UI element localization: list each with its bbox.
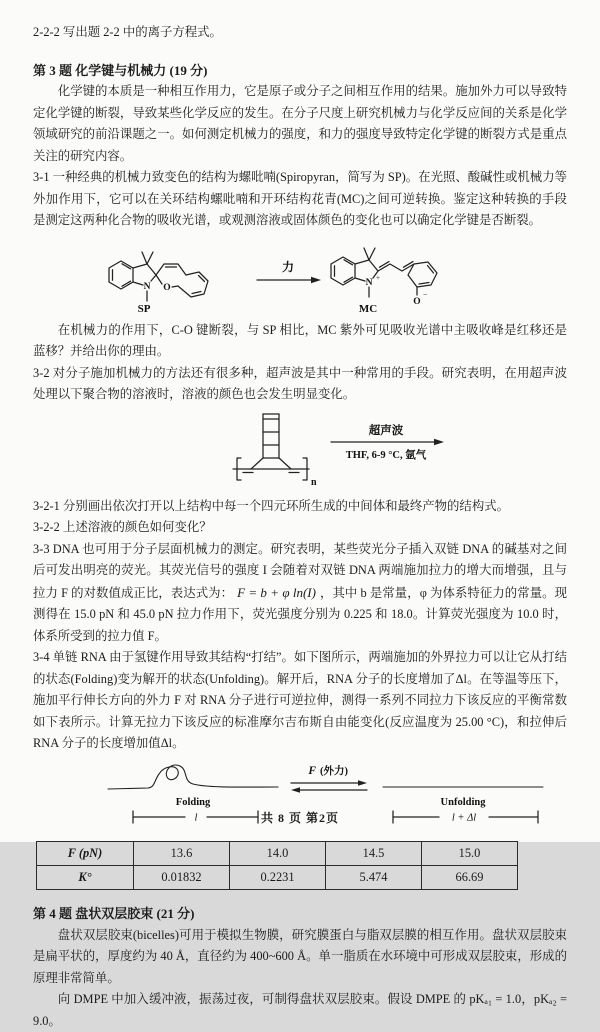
mc-oxygen-atom: O <box>413 296 421 307</box>
table-row-force <box>37 842 518 866</box>
folded-length-label: l <box>194 812 198 823</box>
sp-structure-drawing <box>102 238 252 314</box>
equilibrium-table <box>36 841 518 890</box>
k-value-cell: 66.69 <box>422 866 518 890</box>
fluorescence-formula: F = b + φ ln(I) <box>237 584 316 600</box>
q3-3-before: 3-3 DNA 也可用于分子层面机械力的测定。研究表明，某些荧光分子插入双链 DNA 的碱基对之间后可发出明亮的荧光。其荧光信号的强度 I 会随着对双链 DNA 两端施加拉力的增大而增强，且与拉力 F 的对数值成正比，表达式为： <box>33 541 567 600</box>
mc-label: MC <box>358 302 378 315</box>
question-3-2-1-text: 3-2-1 分别画出依次打开以上结构中每一个四元环所生成的中间体和最终产物的结构式。 <box>33 498 509 513</box>
question-3-heading: 第 3 题 化学键与机械力 (19 分) <box>33 62 208 78</box>
question-3-1-text: 3-1 一种经典的机械力致变色的结构为螺吡喃(Spiropyran，简写为 SP)。在光照、酸碱性或机械力等外加作用下，它可以在关环结构螺吡喃和开环结构花青(MC)之间可逆转换。鉴定这种转换的手段是测定这两种化合物的吸收光谱，或观测溶液或固体颜色的变化也可以确定化学键是否断裂。 <box>33 170 567 227</box>
force-arrow-label: 力 <box>281 259 295 274</box>
q3-3-after: ，其中 b 是常量，φ 为体系特征力的常量。现测得在 15.0 pN 和 45.0 pN 拉力作用下，荧光强度分别为 0.225 和 18.0。计算荧光强度为 10.0 时，体系所受到的拉力值 F。 <box>33 585 567 643</box>
question-3-3-text <box>33 539 567 648</box>
question-4-heading: 第 4 题 盘状双层胶束 (21 分) <box>33 906 195 921</box>
sp-oxygen-atom: O <box>163 282 171 293</box>
scheme-sp-mc <box>33 234 567 318</box>
k-value-cell: 0.01832 <box>134 866 230 890</box>
question-3-intro: 化学键的本质是一种相互作用力，它是原子或分子之间相互作用的结果。施加外力可以导致特定化学键的断裂，导致某些化学反应的发生。在分子尺度上研究机械力与化学反应间的关系是化学领域研究的前沿课题之一。如何测定机械力的强度，和力的强度导致特定化学键的断裂方式是重点关注的研究内容。 <box>33 84 567 163</box>
question-3-4-text: 3-4 单链 RNA 由于氢键作用导致其结构“打结”。如下图所示，两端施加的外界拉力可以让它从打结的状态(Folding)变为解开的状态(Unfolding)。解开后，RNA 分子的长度增加了Δl。在等温等压下，施加平行伸长方向的外力 F 对 RNA 分子进行可逆拉伸，测得一系列不同拉力下该反应的平衡常数如下表所示。计算无拉力下该反应的标准摩尔吉布斯自由能变化(反应温度为 25.00 °C)，和拉伸后 RNA 分子的长度增加值Δl。 <box>33 650 567 750</box>
folding-label: Folding <box>175 796 211 808</box>
page-footer: 共 8 页 第2页 <box>260 810 339 825</box>
external-force-label: (外力) <box>320 765 348 777</box>
previous-question-line: 2-2-2 写出题 2-2 中的离子方程式。 <box>33 25 222 39</box>
sp-label: SP <box>137 302 151 315</box>
force-header-cell: F (pN) <box>37 842 134 866</box>
sp-nitrogen-atom: N <box>143 281 151 292</box>
force-value-cell: 15.0 <box>422 842 518 866</box>
k-value-cell: 0.2231 <box>230 866 326 890</box>
force-value-cell: 14.0 <box>230 842 326 866</box>
question-4-para1: 盘状双层胶束(bicelles)可用于模拟生物膜，研究膜蛋白与脂双层膜的相互作用。盘状双层胶束是扁平状的，厚度约为 40 Å，直径约为 400~600 Å。单一脂质在水环境中可形成双层胶束，形成的原理非常简单。 <box>33 927 567 985</box>
polymer-repeat-subscript: n <box>311 476 317 488</box>
scheme-polymer-ultrasound <box>33 408 567 496</box>
polymer-structure-drawing <box>145 408 455 496</box>
question-3-1b-text: 在机械力的作用下，C-O 键断裂，与 SP 相比，MC 紫外可见吸收光谱中主吸收峰是红移还是蓝移？并给出你的理由。 <box>33 322 567 358</box>
force-value-cell: 13.6 <box>134 842 230 866</box>
unfolding-label: Unfolding <box>440 796 486 808</box>
force-arrow <box>252 238 326 314</box>
unfolded-length-label: l + Δl <box>451 812 477 823</box>
mc-plus-charge: + <box>376 273 380 282</box>
force-value-cell: 14.5 <box>326 842 422 866</box>
question-3-2-2-text: 3-2-2 上述溶液的颜色如何变化？ <box>33 520 212 534</box>
k-value-cell: 5.474 <box>326 866 422 890</box>
k-header-cell: K° <box>37 866 134 890</box>
external-force-symbol: F <box>308 764 316 777</box>
ultrasound-arrow-label: 超声波 <box>368 424 404 437</box>
mc-nitrogen-atom: N <box>365 277 373 288</box>
mc-minus-charge: − <box>423 289 428 299</box>
mc-structure-drawing <box>326 234 498 318</box>
reaction-conditions-label: THF, 6-9 °C, 氩气 <box>345 449 427 461</box>
table-row-k <box>37 866 518 890</box>
question-3-2-text: 3-2 对分子施加机械力的方法还有很多种，超声波是其中一种常用的手段。研究表明，在用超声波处理以下聚合物的溶液时，溶液的颜色也会发生明显变化。 <box>33 365 567 401</box>
question-4-para2: 向 DMPE 中加入缓冲液，振荡过夜，可制得盘状双层胶束。假设 DMPE 的 pKₐ₁ = 1.0，pKₐ₂ = 9.0。 <box>33 992 567 1028</box>
